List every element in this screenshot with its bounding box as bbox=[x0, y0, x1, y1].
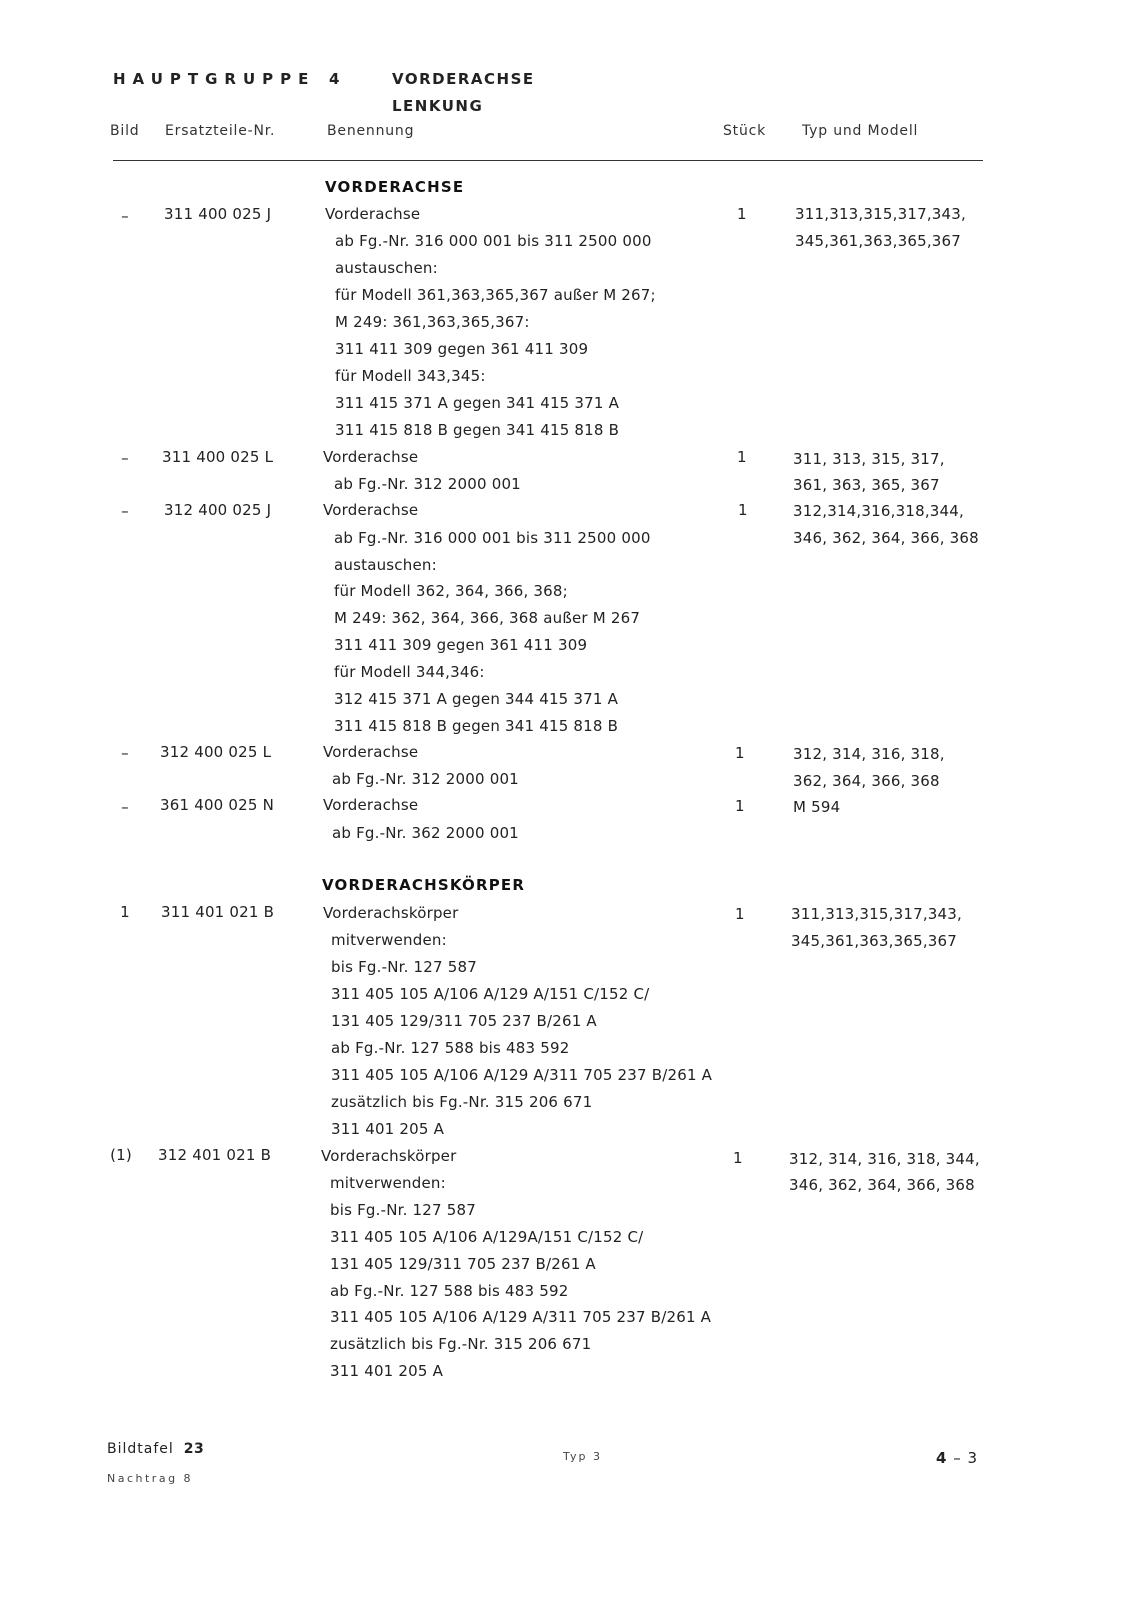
entry-note: ab Fg.-Nr. 312 2000 001 bbox=[332, 770, 519, 788]
entry-models: 362, 364, 366, 368 bbox=[793, 772, 940, 790]
entry-quantity: 1 bbox=[735, 797, 745, 815]
column-header-typ: Typ und Modell bbox=[802, 123, 919, 139]
footer-typ: Typ 3 bbox=[563, 1450, 602, 1463]
entry-part-number: 312 401 021 B bbox=[158, 1146, 272, 1164]
entry-note: ab Fg.-Nr. 316 000 001 bis 311 2500 000 bbox=[335, 232, 652, 250]
entry-note: 311 405 105 A/106 A/129A/151 C/152 C/ bbox=[330, 1228, 644, 1246]
entry-note: 311 405 105 A/106 A/129 A/151 C/152 C/ bbox=[331, 985, 650, 1003]
entry-note: ab Fg.-Nr. 362 2000 001 bbox=[332, 824, 519, 842]
header-rule bbox=[113, 160, 983, 161]
entry-models: 312, 314, 316, 318, 344, bbox=[789, 1150, 980, 1168]
entry-note: M 249: 362, 364, 366, 368 außer M 267 bbox=[334, 609, 641, 627]
entry-models: 311, 313, 315, 317, bbox=[793, 450, 945, 468]
entry-note: 131 405 129/311 705 237 B/261 A bbox=[330, 1255, 596, 1273]
entry-note: 311 411 309 gegen 361 411 309 bbox=[334, 636, 588, 654]
entry-note: für Modell 344,346: bbox=[334, 663, 485, 681]
entry-note: 312 415 371 A gegen 344 415 371 A bbox=[334, 690, 619, 708]
entry-note: mitverwenden: bbox=[330, 1174, 446, 1192]
entry-bild: – bbox=[121, 798, 129, 816]
entry-note: 311 411 309 gegen 361 411 309 bbox=[335, 340, 589, 358]
entry-name: Vorderachse bbox=[323, 501, 419, 519]
entry-bild: – bbox=[121, 502, 129, 520]
section-title-vorderachse: VORDERACHSE bbox=[325, 178, 465, 196]
entry-name: Vorderachskörper bbox=[323, 904, 459, 922]
entry-note: 311 415 818 B gegen 341 415 818 B bbox=[334, 717, 619, 735]
entry-models: 346, 362, 364, 366, 368 bbox=[793, 529, 979, 547]
entry-quantity: 1 bbox=[733, 1149, 743, 1167]
entry-note: zusätzlich bis Fg.-Nr. 315 206 671 bbox=[331, 1093, 593, 1111]
hauptgruppe-label: HAUPTGRUPPE bbox=[113, 70, 316, 88]
entry-models: M 594 bbox=[793, 798, 841, 816]
page-number-value: 3 bbox=[967, 1449, 979, 1467]
entry-part-number: 312 400 025 J bbox=[164, 501, 272, 519]
entry-note: austauschen: bbox=[335, 259, 438, 277]
column-header-bild: Bild bbox=[110, 123, 140, 139]
entry-note: für Modell 343,345: bbox=[335, 367, 486, 385]
entry-note: für Modell 362, 364, 366, 368; bbox=[334, 582, 568, 600]
entry-models: 312,314,316,318,344, bbox=[793, 502, 964, 520]
entry-bild: – bbox=[121, 744, 129, 762]
entry-note: 311 401 205 A bbox=[330, 1362, 444, 1380]
entry-quantity: 1 bbox=[737, 448, 747, 466]
entry-note: bis Fg.-Nr. 127 587 bbox=[330, 1201, 476, 1219]
entry-bild: – bbox=[121, 449, 129, 467]
entry-note: für Modell 361,363,365,367 außer M 267; bbox=[335, 286, 656, 304]
bildtafel-number: 23 bbox=[183, 1441, 205, 1457]
entry-note: ab Fg.-Nr. 127 588 bis 483 592 bbox=[331, 1039, 570, 1057]
entry-models: 312, 314, 316, 318, bbox=[793, 745, 945, 763]
page-number bbox=[936, 1449, 978, 1467]
entry-note: ab Fg.-Nr. 312 2000 001 bbox=[334, 475, 521, 493]
group-title-vorderachse: VORDERACHSE bbox=[392, 70, 535, 88]
entry-quantity: 1 bbox=[735, 905, 745, 923]
entry-quantity: 1 bbox=[735, 744, 745, 762]
entry-part-number: 361 400 025 N bbox=[160, 796, 275, 814]
entry-name: Vorderachskörper bbox=[321, 1147, 457, 1165]
entry-bild: – bbox=[121, 207, 129, 225]
entry-quantity: 1 bbox=[738, 501, 748, 519]
entry-bild: 1 bbox=[120, 903, 130, 921]
column-header-ersatzteile: Ersatzteile-Nr. bbox=[165, 123, 276, 139]
bildtafel-label: Bildtafel bbox=[107, 1441, 174, 1457]
entry-note: 311 405 105 A/106 A/129 A/311 705 237 B/261 A bbox=[331, 1066, 713, 1084]
entry-part-number: 311 400 025 L bbox=[162, 448, 274, 466]
section-title-vorderachskoerper: VORDERACHSKÖRPER bbox=[322, 876, 526, 894]
entry-quantity: 1 bbox=[737, 205, 747, 223]
group-title-lenkung: LENKUNG bbox=[392, 97, 484, 115]
footer-nachtrag: Nachtrag 8 bbox=[107, 1472, 194, 1485]
entry-part-number: 312 400 025 L bbox=[160, 743, 272, 761]
entry-name: Vorderachse bbox=[323, 448, 419, 466]
entry-models: 361, 363, 365, 367 bbox=[793, 476, 940, 494]
entry-models: 345,361,363,365,367 bbox=[795, 232, 962, 250]
entry-note: austauschen: bbox=[334, 556, 437, 574]
entry-note: 311 415 818 B gegen 341 415 818 B bbox=[335, 421, 620, 439]
entry-note: bis Fg.-Nr. 127 587 bbox=[331, 958, 477, 976]
hauptgruppe-number: 4 bbox=[329, 70, 340, 88]
entry-note: ab Fg.-Nr. 316 000 001 bis 311 2500 000 bbox=[334, 529, 651, 547]
entry-note: M 249: 361,363,365,367: bbox=[335, 313, 530, 331]
entry-models: 346, 362, 364, 366, 368 bbox=[789, 1176, 975, 1194]
entry-models: 311,313,315,317,343, bbox=[795, 205, 966, 223]
page-separator: – bbox=[953, 1449, 962, 1467]
entry-models: 345,361,363,365,367 bbox=[791, 932, 958, 950]
entry-bild: (1) bbox=[110, 1146, 132, 1164]
entry-models: 311,313,315,317,343, bbox=[791, 905, 962, 923]
entry-name: Vorderachse bbox=[323, 796, 419, 814]
page-group: 4 bbox=[936, 1449, 948, 1467]
entry-note: zusätzlich bis Fg.-Nr. 315 206 671 bbox=[330, 1335, 592, 1353]
entry-note: 311 401 205 A bbox=[331, 1120, 445, 1138]
entry-note: ab Fg.-Nr. 127 588 bis 483 592 bbox=[330, 1282, 569, 1300]
column-header-stueck: Stück bbox=[723, 123, 767, 139]
entry-note: 311 405 105 A/106 A/129 A/311 705 237 B/261 A bbox=[330, 1308, 712, 1326]
entry-note: mitverwenden: bbox=[331, 931, 447, 949]
footer-bildtafel bbox=[107, 1441, 204, 1457]
column-header-benennung: Benennung bbox=[327, 123, 415, 139]
entry-part-number: 311 400 025 J bbox=[164, 205, 272, 223]
entry-part-number: 311 401 021 B bbox=[161, 903, 275, 921]
entry-name: Vorderachse bbox=[325, 205, 421, 223]
entry-note: 131 405 129/311 705 237 B/261 A bbox=[331, 1012, 597, 1030]
entry-name: Vorderachse bbox=[323, 743, 419, 761]
entry-note: 311 415 371 A gegen 341 415 371 A bbox=[335, 394, 620, 412]
